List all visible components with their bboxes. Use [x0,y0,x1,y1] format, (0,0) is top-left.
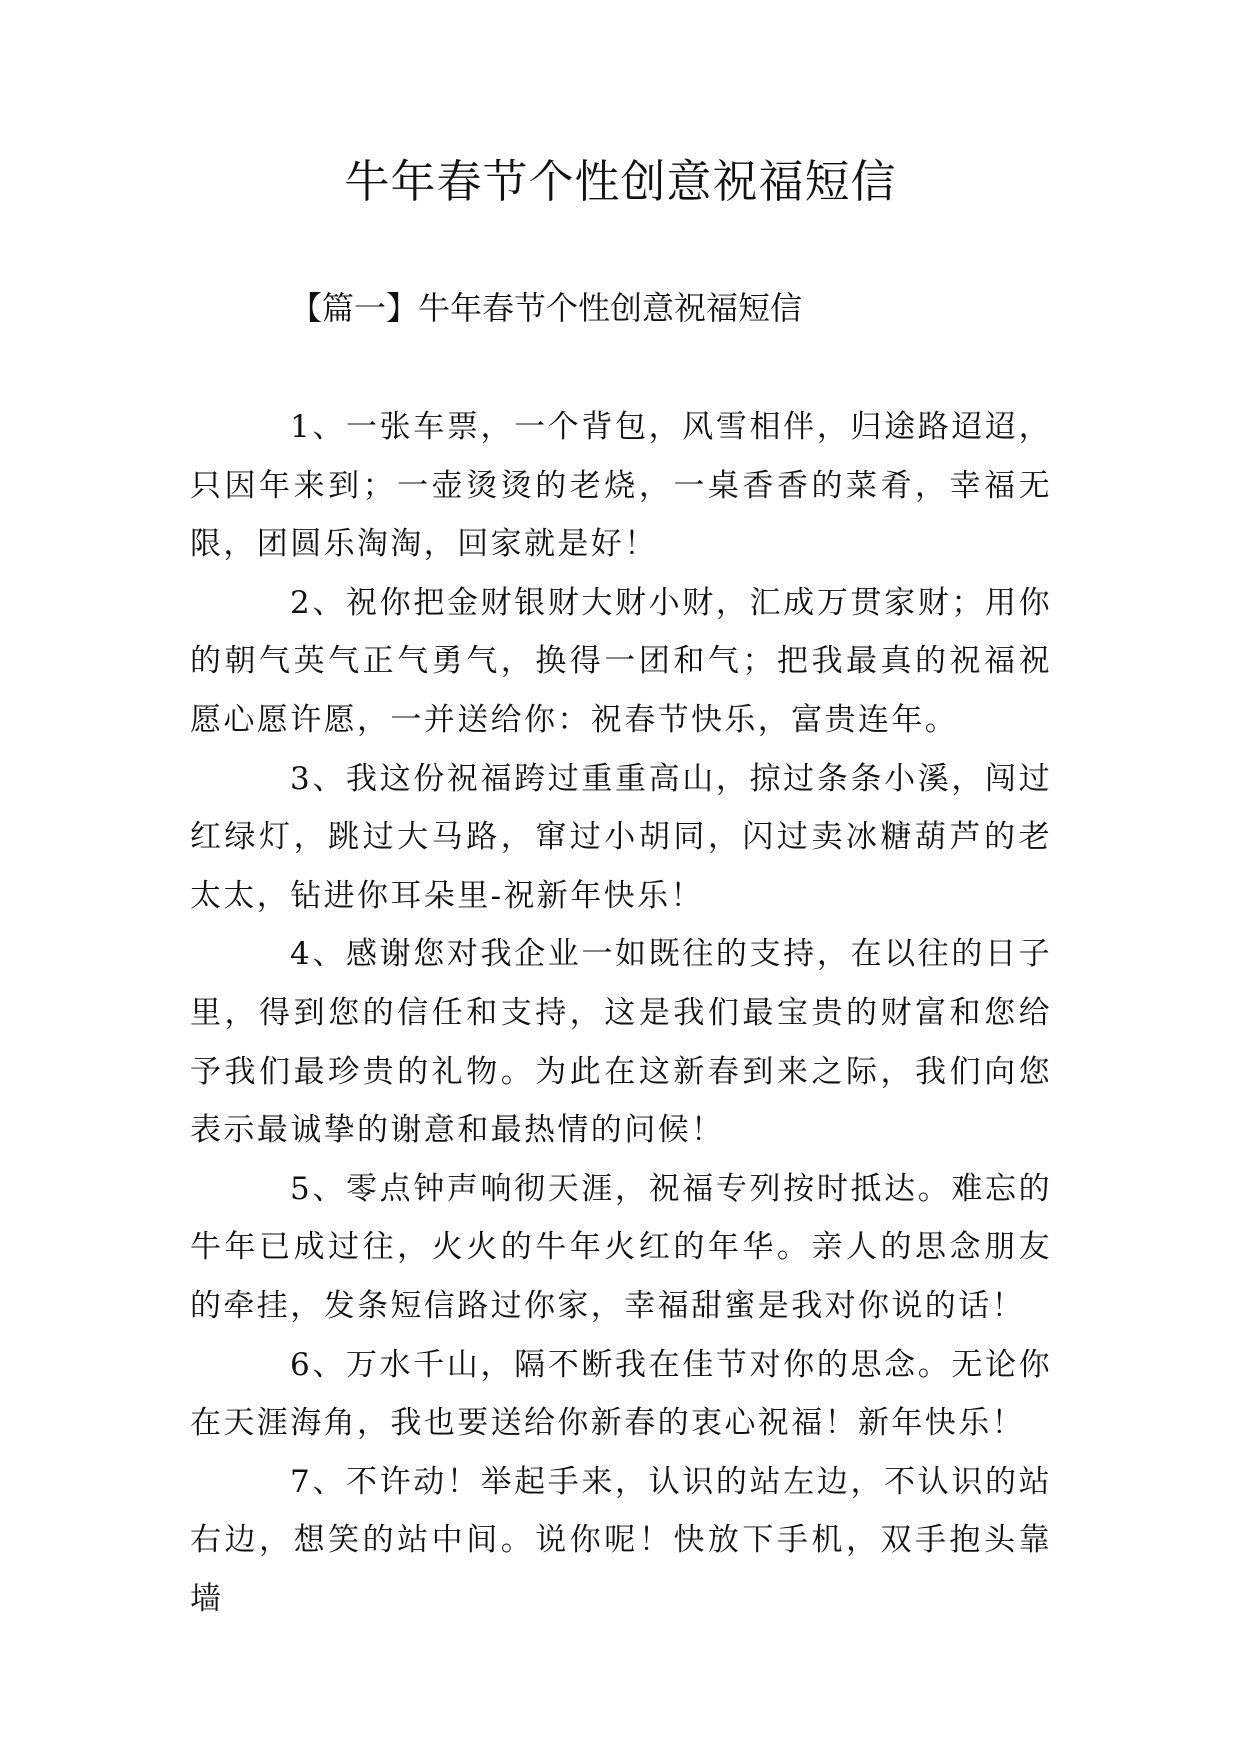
paragraph-3: 3、我这份祝福跨过重重高山，掠过条条小溪，闯过红绿灯，跳过大马路，窜过小胡同，闪过卖冰糖葫芦的老太太，钻进你耳朵里-祝新年快乐！ [190,760,1052,914]
document-title: 牛年春节个性创意祝福短信 [344,155,897,208]
section-heading: 【篇一】牛年春节个性创意祝福短信 [290,289,803,327]
paragraph-7: 7、不许动！举起手来，认识的站左边，不认识的站右边，想笑的站中间。说你呢！快放下手机，双手抱头靠墙 [190,1463,1052,1617]
paragraph-5: 5、零点钟声响彻天涯，祝福专列按时抵达。难忘的牛年已成过往，火火的牛年火红的年华。亲人的思念朋友的牵挂，发条短信路过你家，幸福甜蜜是我对你说的话！ [190,1170,1052,1324]
paragraph-1: 1、一张车票，一个背包，风雪相伴，归途路迢迢，只因年来到；一壶烫烫的老烧，一桌香香的菜肴，幸福无限，团圆乐淘淘，回家就是好！ [190,409,1052,563]
paragraph-4: 4、感谢您对我企业一如既往的支持，在以往的日子里，得到您的信任和支持，这是我们最宝贵的财富和您给予我们最珍贵的礼物。为此在这新春到来之际，我们向您表示最诚挚的谢意和最热情的问候！ [190,936,1052,1149]
document-body [190,398,1052,1628]
paragraph-6: 6、万水千山，隔不断我在佳节对你的思念。无论你在天涯海角，我也要送给你新春的衷心祝福！新年快乐！ [190,1346,1052,1442]
paragraph-2: 2、祝你把金财银财大财小财，汇成万贯家财；用你的朝气英气正气勇气，换得一团和气；把我最真的祝福祝愿心愿许愿，一并送给你：祝春节快乐，富贵连年。 [190,584,1052,738]
